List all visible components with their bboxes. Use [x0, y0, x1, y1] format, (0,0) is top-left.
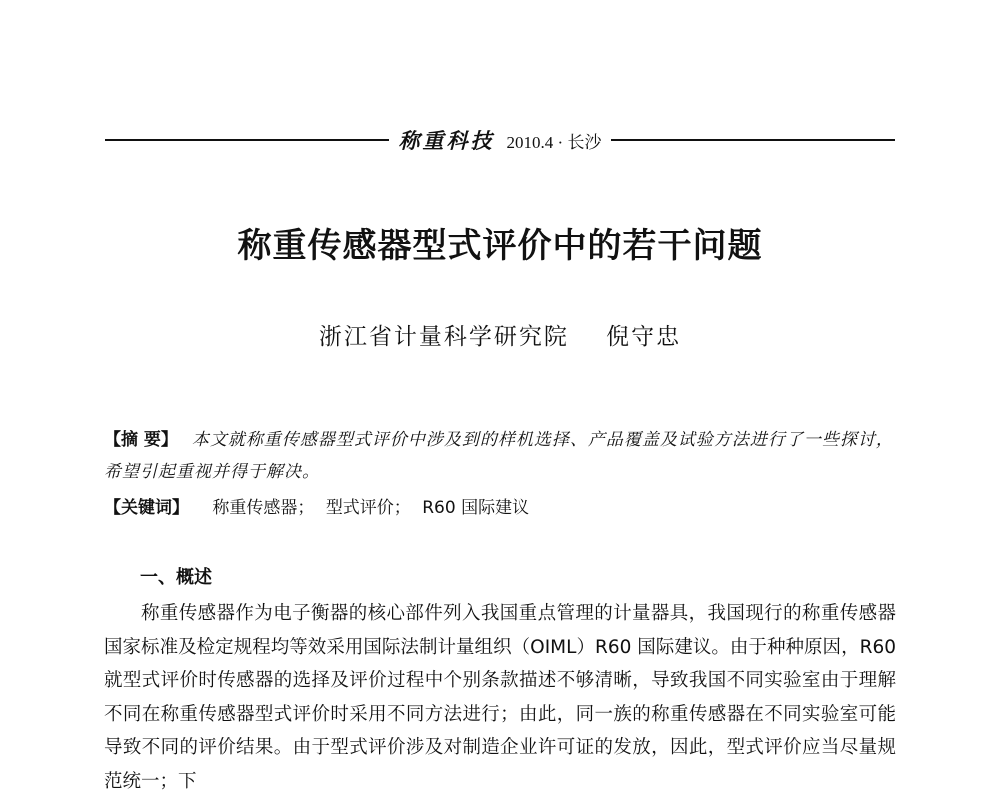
section-heading: 一、概述 [140, 567, 212, 588]
keywords [104, 492, 896, 524]
section-paragraph: 称重传感器作为电子衡器的核心部件列入我国重点管理的计量器具，我国现行的称重传感器国家标准及检定规程均等效采用国际法制计量组织（OIML）R60 国际建议。由于种种原因，R60 就型式评价时传感器的选择及评价过程中个别条款描述不够清晰，导致我国不同实验室由于理解不同在称重传感器型式评价时采用不同方法进行；由此，同一族的称重传感器在不同实验室可能导致不同的评价结果。由于型式评价涉及对制造企业许可证的发放，因此，型式评价应当尽量规范统一；下 [104, 603, 896, 792]
abstract-label: 【摘 要】 [104, 430, 178, 450]
keyword-item: R60 国际建议 [422, 498, 530, 518]
keywords-label: 【关键词】 [104, 498, 189, 518]
header-rule-right [611, 139, 895, 141]
header-text [389, 125, 612, 155]
author-name: 倪守忠 [606, 324, 682, 350]
abstract-text: 本文就称重传感器型式评价中涉及到的样机选择、产品覆盖及试验方法进行了一些探讨，希望引起重视并得于解决。 [104, 430, 894, 482]
abstract [104, 424, 896, 488]
author-line [0, 318, 1000, 351]
header-rule-left [105, 139, 389, 141]
author-affiliation: 浙江省计量科学研究院 [318, 324, 569, 350]
running-header [105, 126, 895, 154]
journal-name: 称重科技 [398, 128, 495, 153]
keyword-item: 型式评价； [325, 498, 411, 518]
keyword-item: 称重传感器； [212, 498, 315, 518]
paper-title: 称重传感器型式评价中的若干问题 [237, 226, 763, 266]
issue-info: 2010.4 · 长沙 [506, 133, 602, 152]
